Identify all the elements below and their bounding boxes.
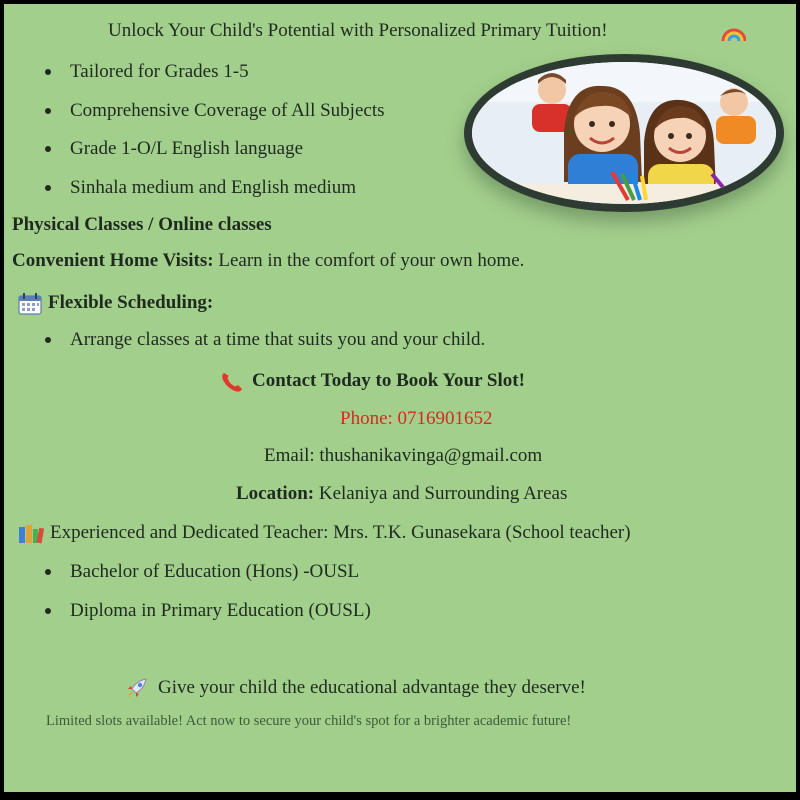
qualification-list <box>40 560 371 637</box>
location-label: Location: <box>236 483 315 504</box>
teacher-heading: Experienced and Dedicated Teacher: Mrs. T.K. Gunasekara (School teacher) <box>50 522 631 543</box>
home-visits-label: Convenient Home Visits: <box>12 250 214 271</box>
email-address: Email: thushanikavinga@gmail.com <box>264 445 543 466</box>
closing-message: Give your child the educational advantage they deserve! <box>158 677 586 698</box>
flyer <box>4 4 796 792</box>
home-visits-line <box>12 250 524 272</box>
qualification-item: Bachelor of Education (Hons) -OUSL <box>40 560 371 599</box>
location-line <box>236 483 567 505</box>
qualification-item: Diploma in Primary Education (OUSL) <box>40 599 371 638</box>
scheduling-item: Arrange classes at a time that suits you and your child. <box>40 328 485 367</box>
feature-item: Comprehensive Coverage of All Subjects <box>40 99 385 138</box>
feature-item: Sinhala medium and English medium <box>40 176 385 215</box>
class-modes: Physical Classes / Online classes <box>12 214 272 235</box>
scheduling-heading: Flexible Scheduling: <box>48 292 214 313</box>
feature-item: Tailored for Grades 1-5 <box>40 60 385 99</box>
phone-icon <box>220 371 246 398</box>
feature-list <box>40 60 385 214</box>
phone-number: Phone: 0716901652 <box>340 408 493 429</box>
footer-note: Limited slots available! Act now to secure your child's spot for a brighter academic future! <box>46 713 572 729</box>
children-photo-frame <box>464 54 784 212</box>
home-visits-text: Learn in the comfort of your own home. <box>213 250 525 271</box>
books-icon <box>18 523 44 550</box>
contact-heading: Contact Today to Book Your Slot! <box>252 370 525 391</box>
scheduling-list <box>40 328 485 367</box>
location-value: Kelaniya and Surrounding Areas <box>314 483 568 504</box>
headline: Unlock Your Child's Potential with Personalized Primary Tuition! <box>108 20 608 41</box>
children-photo <box>472 62 776 204</box>
rainbow-icon <box>720 22 746 47</box>
rocket-icon <box>124 677 150 706</box>
feature-item: Grade 1-O/L English language <box>40 137 385 176</box>
calendar-icon <box>18 293 42 320</box>
